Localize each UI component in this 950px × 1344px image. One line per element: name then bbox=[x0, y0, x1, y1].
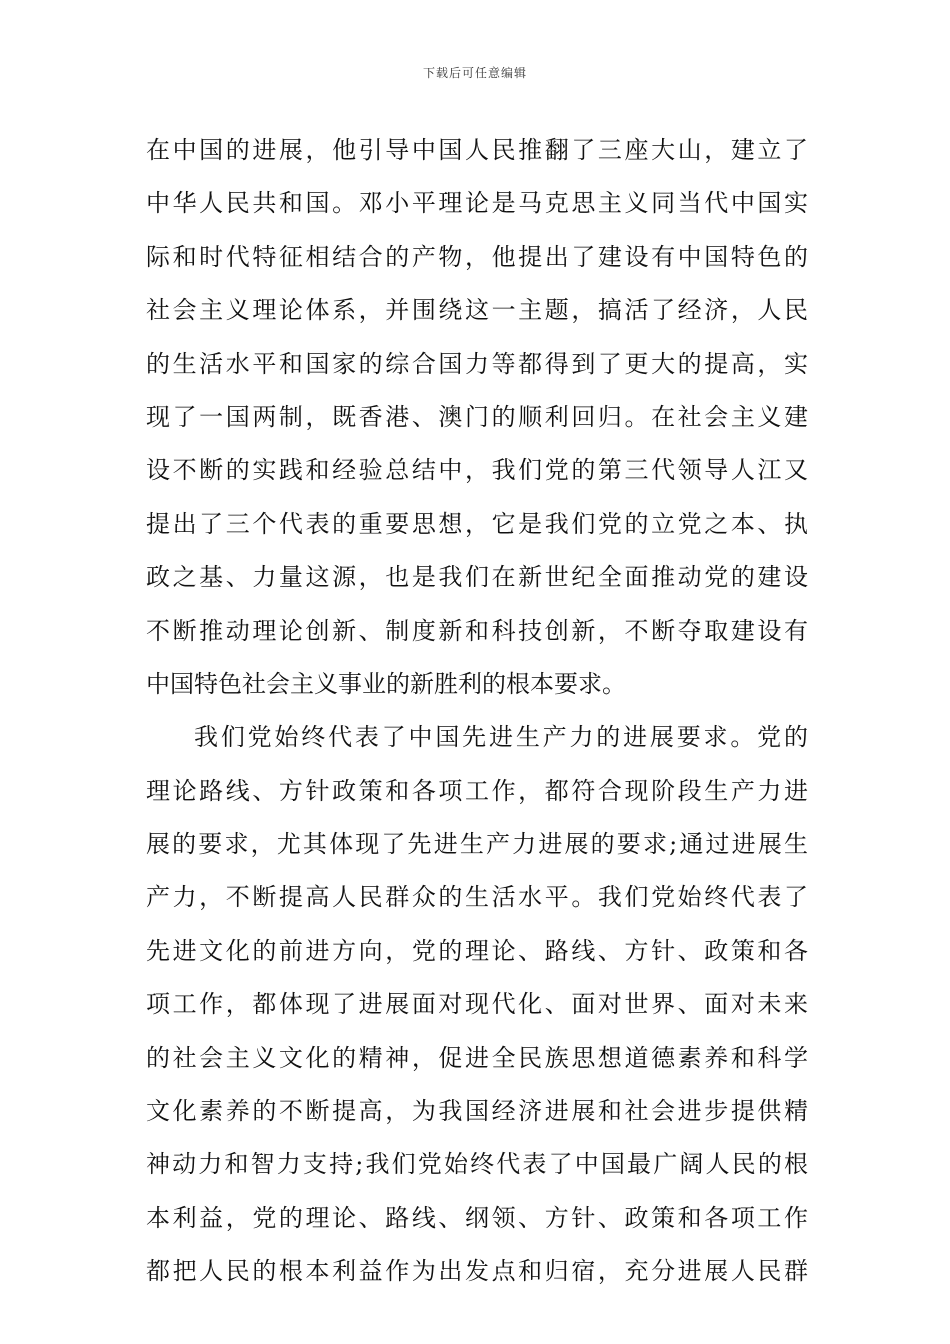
text-line: 产力，不断提高人民群众的生活水平。我们党始终代表了 bbox=[146, 883, 808, 912]
paragraph-1 bbox=[146, 124, 808, 711]
text-line: 中华人民共和国。邓小平理论是马克思主义同当代中国实 bbox=[146, 189, 808, 218]
text-line: 际和时代特征相结合的产物，他提出了建设有中国特色的 bbox=[146, 242, 808, 271]
text-line: 我们党始终代表了中国先进生产力的进展要求。党的 bbox=[194, 723, 808, 752]
text-line: 神动力和智力支持;我们党始终代表了中国最广阔人民的根 bbox=[146, 1150, 808, 1179]
paragraph-2 bbox=[146, 711, 808, 1298]
text-line: 提出了三个代表的重要思想，它是我们党的立党之本、执 bbox=[146, 509, 808, 538]
text-line: 理论路线、方针政策和各项工作，都符合现阶段生产力进 bbox=[146, 776, 808, 805]
text-line: 社会主义理论体系，并围绕这一主题，搞活了经济，人民 bbox=[146, 296, 808, 325]
text-line: 文化素养的不断提高，为我国经济进展和社会进步提供精 bbox=[146, 1097, 808, 1126]
text-line: 中国特色社会主义事业的新胜利的根本要求。 bbox=[146, 669, 626, 698]
text-line: 现了一国两制，既香港、澳门的顺利回归。在社会主义建 bbox=[146, 402, 808, 431]
text-line: 政之基、力量这源，也是我们在新世纪全面推动党的建设 bbox=[146, 563, 808, 592]
text-line: 先进文化的前进方向，党的理论、路线、方针、政策和各 bbox=[146, 936, 808, 965]
text-line: 设不断的实践和经验总结中，我们党的第三代领导人江又 bbox=[146, 456, 808, 485]
body-text bbox=[146, 124, 808, 1299]
text-line: 的生活水平和国家的综合国力等都得到了更大的提高，实 bbox=[146, 349, 808, 378]
header-note: 下载后可任意编辑 bbox=[422, 66, 527, 80]
text-line: 在中国的进展，他引导中国人民推翻了三座大山，建立了 bbox=[146, 136, 808, 164]
text-line: 不断推动理论创新、制度新和科技创新，不断夺取建设有 bbox=[146, 616, 808, 645]
text-line: 都把人民的根本利益作为出发点和归宿，充分进展人民群 bbox=[146, 1257, 808, 1286]
text-line: 项工作，都体现了进展面对现代化、面对世界、面对未来 bbox=[146, 990, 808, 1019]
text-line: 本利益，党的理论、路线、纲领、方针、政策和各项工作 bbox=[146, 1203, 808, 1232]
text-line: 的社会主义文化的精神，促进全民族思想道德素养和科学 bbox=[146, 1043, 808, 1072]
text-line: 展的要求，尤其体现了先进生产力进展的要求;通过进展生 bbox=[146, 830, 808, 859]
